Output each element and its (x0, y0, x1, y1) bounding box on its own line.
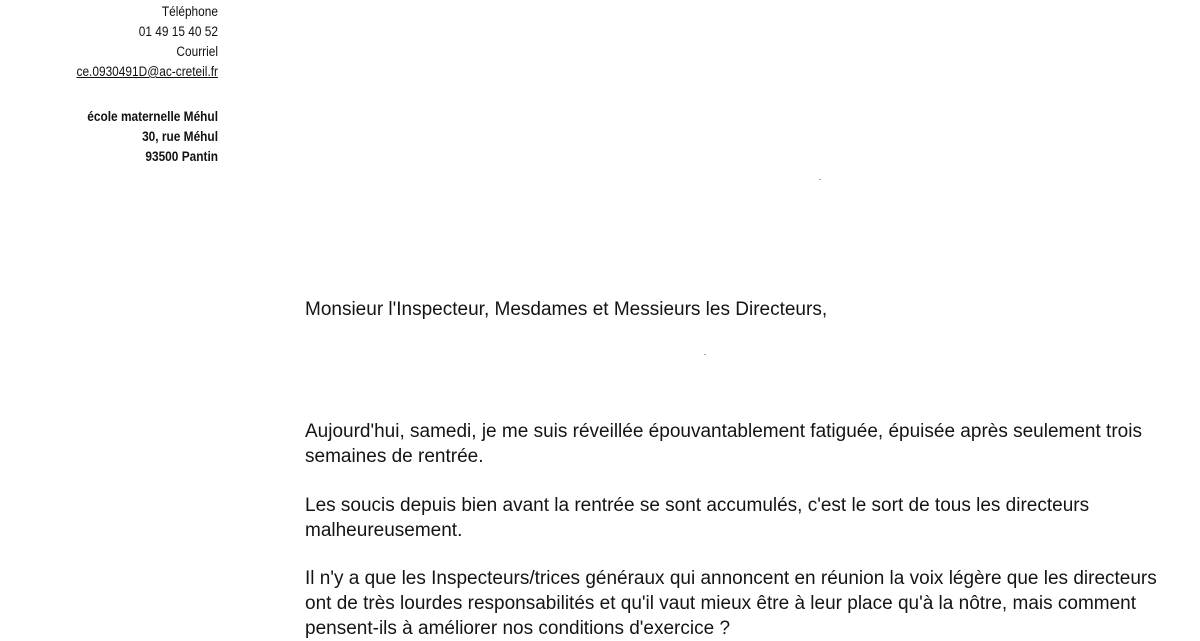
letter-salutation: Monsieur l'Inspecteur, Mesdames et Messieurs les Directeurs, (305, 299, 828, 320)
letter-paragraph-2: Les soucis depuis bien avant la rentrée se sont accumulés, c'est le sort de tous les directeurs malheureusement. (305, 495, 1090, 541)
email-link[interactable]: ce.0930491D@ac-creteil.fr (76, 64, 218, 79)
scan-speck (704, 354, 706, 355)
letter-paragraph-3: Il n'y a que les Inspecteurs/trices généraux qui annoncent en réunion la voix légère que les directeurs ont de très lourdes responsabilités et qu'il vaut mieux être à leur place qu'à la nôtre, mais comment pensent-ils à améliorer nos conditions d'exercice ? (305, 568, 1157, 639)
school-address-block (44, 107, 218, 167)
phone-number: 01 49 15 40 52 (138, 24, 218, 39)
phone-label: Téléphone (161, 4, 218, 19)
scan-speck (819, 179, 821, 180)
email-label: Courriel (176, 44, 218, 59)
school-street: 30, rue Méhul (142, 129, 218, 144)
letter-paragraph-1: Aujourd'hui, samedi, je me suis réveillée épouvantablement fatiguée, épuisée après seulement trois semaines de rentrée. (305, 421, 1142, 467)
sender-contact-block (44, 2, 218, 82)
school-name: école maternelle Méhul (87, 109, 218, 124)
school-city: 93500 Pantin (145, 149, 218, 164)
